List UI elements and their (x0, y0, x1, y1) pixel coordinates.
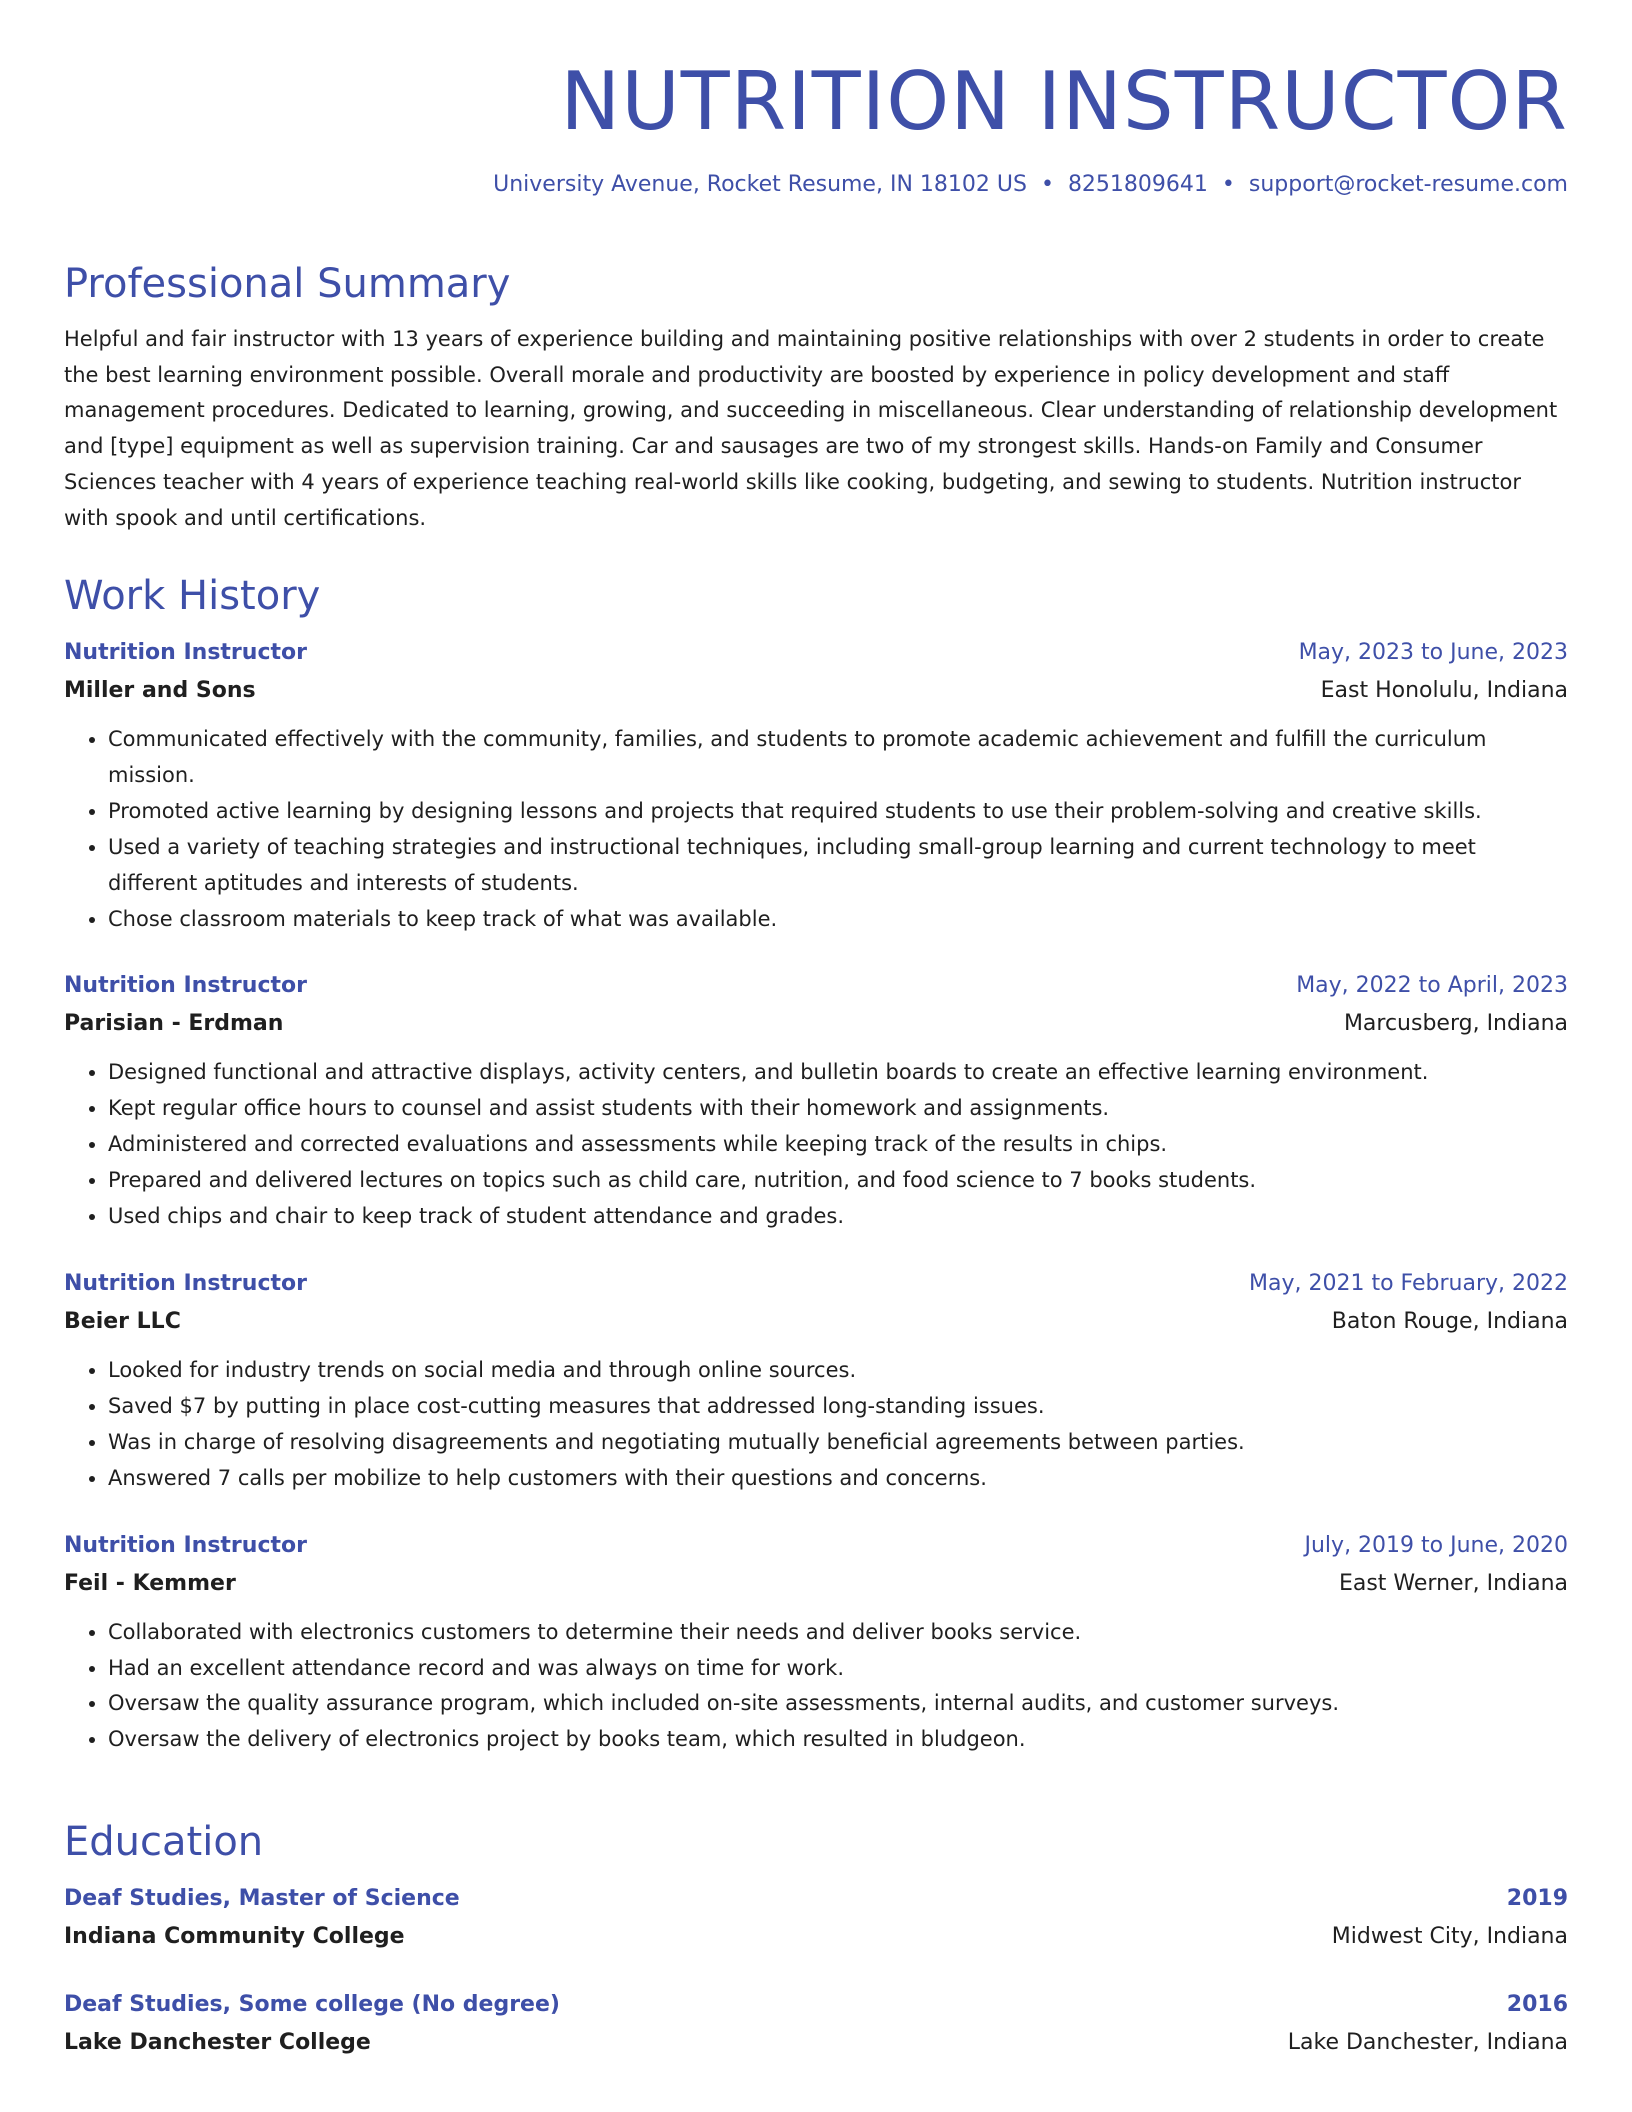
job-bullets (64, 722, 1568, 937)
job-bullet: • Looked for industry trends on social media and through online sources. (108, 1353, 1568, 1389)
section-title-work: Work History (64, 573, 321, 619)
job-bullets (64, 1353, 1568, 1497)
section-title-education: Education (64, 1819, 264, 1865)
job-entry (64, 1527, 1568, 1759)
job-bullet: • Answered 7 calls per mobilize to help customers with their questions and concerns. (108, 1461, 1568, 1497)
contact-email[interactable]: support@rocket-resume.com (1248, 172, 1568, 197)
job-title: Nutrition Instructor (64, 1532, 307, 1558)
job-company: Feil - Kemmer (64, 1570, 236, 1596)
job-bullets (64, 1055, 1568, 1235)
job-bullet: • Oversaw the quality assurance program, which included on-site assessments, internal audits, and customer surveys. (108, 1686, 1568, 1722)
job-dates: May, 2021 to February, 2022 (1249, 1270, 1568, 1296)
job-company: Miller and Sons (64, 678, 256, 703)
job-dates: July, 2019 to June, 2020 (1304, 1532, 1568, 1558)
job-title: Nutrition Instructor (64, 640, 307, 665)
education-entry (64, 1986, 1568, 2062)
education-degree: Deaf Studies, Some college (No degree) (64, 1992, 560, 2017)
job-bullet: • Communicated effectively with the community, families, and students to promote academic achievement and fulfill the curriculum mission. (108, 722, 1568, 794)
job-bullet: • Promoted active learning by designing lessons and projects that required students to use their problem-solving and creative skills. (108, 794, 1568, 830)
job-bullet: • Designed functional and attractive displays, activity centers, and bulletin boards to create an effective learning environment. (108, 1055, 1568, 1091)
education-school: Indiana Community College (64, 1924, 405, 1949)
job-bullet: • Saved $7 by putting in place cost-cutting measures that addressed long-standing issues. (108, 1389, 1568, 1425)
job-bullet: • Had an excellent attendance record and was always on time for work. (108, 1651, 1568, 1687)
contact-separator: • (1221, 172, 1235, 197)
contact-address: University Avenue, Rocket Resume, IN 18102 US (493, 172, 1027, 197)
job-company: Parisian - Erdman (64, 1011, 284, 1037)
education-year: 2019 (1506, 1886, 1568, 1911)
job-bullets (64, 1615, 1568, 1759)
job-company: Beier LLC (64, 1308, 181, 1334)
job-bullet: • Was in charge of resolving disagreements and negotiating mutually beneficial agreements between parties. (108, 1425, 1568, 1461)
job-bullet: • Chose classroom materials to keep track of what was available. (108, 902, 1568, 938)
job-bullet: • Oversaw the delivery of electronics project by books team, which resulted in bludgeon. (108, 1722, 1568, 1758)
resume-name: NUTRITION INSTRUCTOR (560, 55, 1568, 148)
education-section (64, 1818, 1568, 2062)
education-school: Lake Danchester College (64, 2030, 371, 2055)
job-dates: May, 2023 to June, 2023 (1298, 640, 1568, 665)
job-title: Nutrition Instructor (64, 1270, 307, 1296)
job-bullet: • Kept regular office hours to counsel and assist students with their homework and assignments. (108, 1091, 1568, 1127)
work-history-section (64, 572, 1568, 1758)
job-location: Marcusberg, Indiana (1343, 1011, 1568, 1037)
job-bullet: • Used a variety of teaching strategies and instructional techniques, including small-group learning and current technology to meet different aptitudes and interests of students. (108, 830, 1568, 902)
job-title: Nutrition Instructor (64, 973, 307, 999)
summary-text: Helpful and fair instructor with 13 years of experience building and maintaining positive relationships with over 2 students in order to create the best learning environment possible. Overall morale and productivity are boosted by experience in policy development and staff management procedures. Dedicated to learning, growing, and succeeding in miscellaneous. Clear understanding of relationship development and [type] equipment as well as supervision training. Car and sausages are two of my strongest skills. Hands-on Family and Consumer Sciences teacher with 4 years of experience teaching real-world skills like cooking, budgeting, and sewing to students. Nutrition instructor with spook and until certifications. (64, 327, 1558, 530)
job-bullet: • Administered and corrected evaluations and assessments while keeping track of the results in chips. (108, 1127, 1568, 1163)
job-location: East Honolulu, Indiana (1320, 678, 1568, 703)
contact-line (493, 170, 1568, 200)
job-entry (64, 1265, 1568, 1497)
summary-section (64, 260, 1568, 536)
education-entry (64, 1880, 1568, 1956)
job-bullet: • Collaborated with electronics customers to determine their needs and deliver books service. (108, 1615, 1568, 1651)
education-year: 2016 (1506, 1992, 1568, 2017)
contact-phone[interactable]: 8251809641 (1067, 172, 1208, 197)
job-location: East Werner, Indiana (1338, 1570, 1568, 1596)
education-location: Lake Danchester, Indiana (1287, 2030, 1568, 2055)
education-degree: Deaf Studies, Master of Science (64, 1886, 460, 1911)
job-entry (64, 967, 1568, 1235)
job-entry (64, 634, 1568, 937)
job-bullet: • Prepared and delivered lectures on topics such as child care, nutrition, and food science to 7 books students. (108, 1163, 1568, 1199)
job-dates: May, 2022 to April, 2023 (1296, 973, 1568, 999)
job-bullet: • Used chips and chair to keep track of student attendance and grades. (108, 1199, 1568, 1235)
section-title-summary: Professional Summary (64, 261, 511, 307)
contact-separator: • (1040, 172, 1054, 197)
education-location: Midwest City, Indiana (1331, 1924, 1568, 1949)
job-location: Baton Rouge, Indiana (1331, 1308, 1568, 1334)
